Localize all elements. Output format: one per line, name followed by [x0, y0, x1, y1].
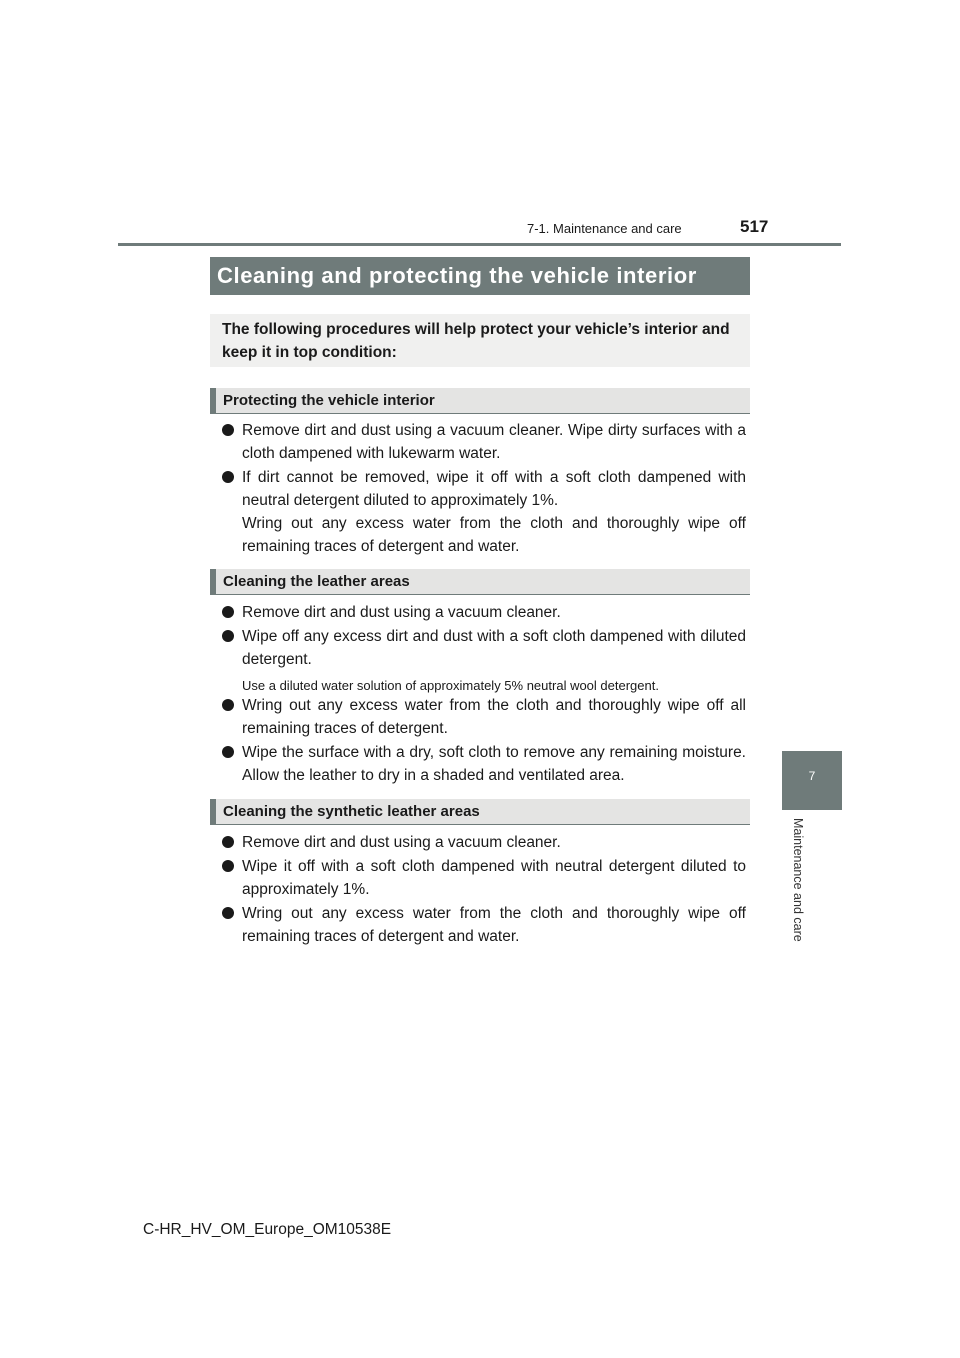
- bullet-text: Remove dirt and dust using a vacuum cleaner.: [242, 604, 561, 621]
- bullet-icon: [222, 471, 234, 483]
- bullet-item: [222, 625, 746, 671]
- chapter-side-label: Maintenance and care: [791, 818, 805, 942]
- bullet-note: Use a diluted water solution of approximately 5% neutral wool detergent.: [242, 678, 659, 693]
- header-section-title: 7-1. Maintenance and care: [527, 221, 682, 236]
- chapter-tab-number: 7: [808, 769, 816, 783]
- bullet-item: [222, 419, 746, 465]
- bullet-item: [222, 601, 746, 624]
- footer-document-id: C-HR_HV_OM_Europe_OM10538E: [143, 1221, 392, 1238]
- bullet-icon: [222, 836, 234, 848]
- section-heading-synthetic-leather: Cleaning the synthetic leather areas: [210, 799, 750, 825]
- bullet-icon: [222, 606, 234, 618]
- bullet-icon: [222, 630, 234, 642]
- bullet-text: Remove dirt and dust using a vacuum cleaner.: [242, 834, 561, 851]
- bullet-text: If dirt cannot be removed, wipe it off with a soft cloth dampened with neutral detergent diluted to approximately 1%.: [242, 469, 746, 509]
- intro-box: The following procedures will help protect your vehicle’s interior and keep it in top condition:: [210, 314, 750, 367]
- section-heading-protecting: Protecting the vehicle interior: [210, 388, 750, 414]
- bullet-icon: [222, 907, 234, 919]
- bullet-item: [222, 466, 746, 558]
- bullet-item: [222, 902, 746, 948]
- bullet-text: Remove dirt and dust using a vacuum cleaner. Wipe dirty surfaces with a cloth dampened with lukewarm water.: [242, 422, 746, 462]
- bullet-text: Wipe off any excess dirt and dust with a soft cloth dampened with diluted detergent.: [242, 628, 746, 668]
- bullet-text: Wring out any excess water from the cloth and thoroughly wipe off remaining traces of detergent and water.: [242, 515, 746, 555]
- bullet-text: Wring out any excess water from the cloth and thoroughly wipe off remaining traces of detergent and water.: [242, 905, 746, 945]
- bullet-icon: [222, 424, 234, 436]
- bullet-icon: [222, 699, 234, 711]
- page-number: 517: [740, 217, 769, 236]
- bullet-item: [222, 694, 746, 740]
- bullet-icon: [222, 860, 234, 872]
- bullet-text: Wring out any excess water from the cloth and thoroughly wipe off all remaining traces of detergent.: [242, 697, 746, 737]
- section-heading-leather: Cleaning the leather areas: [210, 569, 750, 595]
- page-title: Cleaning and protecting the vehicle interior: [210, 257, 750, 295]
- bullet-item: [222, 855, 746, 901]
- chapter-tab[interactable]: [782, 751, 842, 810]
- bullet-text: Wipe the surface with a dry, soft cloth to remove any remaining moisture. Allow the leather to dry in a shaded and ventilated area.: [242, 744, 746, 784]
- bullet-item: [222, 831, 746, 854]
- bullet-item: [222, 741, 746, 787]
- header-rule: [118, 243, 841, 246]
- bullet-icon: [222, 746, 234, 758]
- bullet-text: Wipe it off with a soft cloth dampened with neutral detergent diluted to approximately 1%.: [242, 858, 746, 898]
